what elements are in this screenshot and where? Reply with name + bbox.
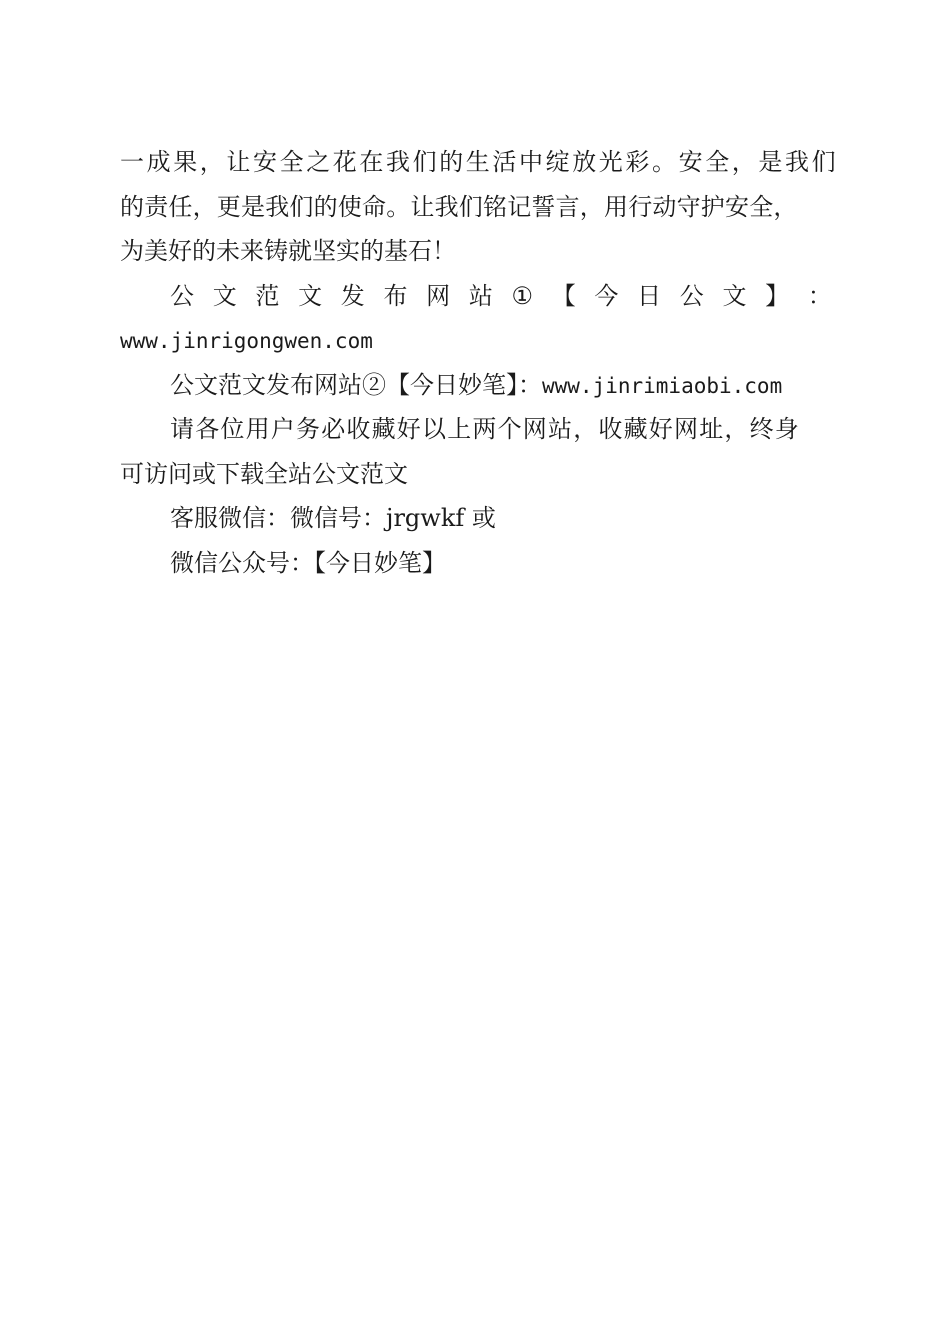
site1-label-char: 日	[637, 281, 662, 310]
paragraph-line	[120, 140, 839, 185]
notice-text: 请各位用户务必收藏好以上两个网站，收藏好网址，终身	[170, 415, 800, 443]
site1-label-char: 布	[383, 281, 408, 310]
site1-label-char: ：	[807, 281, 832, 310]
paragraph-line	[120, 185, 832, 230]
site1-label-char: 今	[594, 281, 619, 310]
site1-label-char: 网	[426, 281, 451, 310]
notice-text: 可访问或下载全站公文范文	[120, 459, 408, 488]
site1-label-line	[120, 274, 832, 319]
notice-line	[120, 452, 832, 497]
document-body	[120, 140, 839, 585]
site1-label-char: 公	[679, 281, 704, 310]
site1-label-char: 文	[298, 281, 323, 310]
paragraph-text: 一成果，让安全之花在我们的生活中绽放光彩。安全，是我们	[120, 148, 839, 176]
site2-label: 公文范文发布网站②【今日妙笔】：	[170, 370, 542, 399]
site1-label-char: 【	[551, 281, 576, 310]
wechat-service-text: 客服微信：微信号：jrgwkf 或	[170, 504, 496, 532]
wechat-official-line	[120, 541, 832, 586]
site2-url[interactable]: www.jinrimiaobi.com	[542, 373, 783, 398]
paragraph-text: 为美好的未来铸就坚实的基石！	[120, 237, 456, 265]
paragraph-text: 的责任，更是我们的使命。让我们铭记誓言，用行动守护安全，	[120, 192, 798, 221]
site1-label-char: 文	[722, 281, 747, 310]
site1-label-char: 站	[468, 281, 493, 310]
site1-label-char: 公	[170, 281, 194, 310]
site1-label-char: 范	[255, 281, 280, 310]
wechat-official-text: 微信公众号：【今日妙笔】	[170, 548, 446, 577]
site2-line	[120, 363, 832, 408]
notice-line	[120, 407, 832, 452]
site1-url-line	[120, 318, 832, 363]
site1-label-char: 文	[212, 281, 237, 310]
site1-url[interactable]: www.jinrigongwen.com	[120, 329, 373, 353]
site1-label-char: 】	[765, 281, 790, 310]
site1-label-char: ①	[511, 281, 534, 310]
site1-label-char: 发	[340, 281, 365, 310]
wechat-service-line	[120, 496, 832, 541]
paragraph-line	[120, 229, 832, 274]
